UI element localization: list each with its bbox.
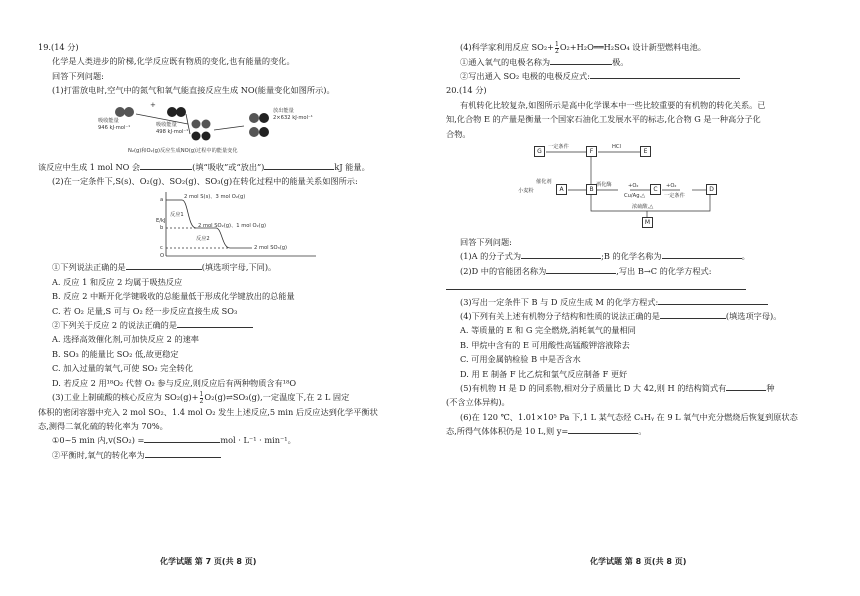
- answer-blank[interactable]: [446, 280, 746, 290]
- fraction-half: $\frac{1}{2}$: [554, 40, 559, 55]
- q19-part3: [38, 390, 423, 405]
- option-D: D. 若反应 2 用¹⁸O₂ 代替 O₂ 参与反应,则反应后有两种物质含有¹⁸O: [52, 377, 297, 388]
- q20-6: (6)在 120 ℃、1.01×10⁵ Pa 下,1 L 某气态烃 CₓHᵧ 在 9 L 氧气中充分燃烧后恢复到原状态: [460, 411, 798, 422]
- question-20-title: 20.(14 分): [446, 85, 487, 96]
- label-conc-sulfuric: 浓硫酸,△: [632, 203, 654, 210]
- figure-1-caption: N₂(g)和O₂(g)反应生成NO(g)过程中的能量变化: [128, 147, 238, 154]
- fraction-half: $\frac{1}{2}$: [199, 390, 204, 405]
- level-b: b: [160, 225, 164, 232]
- q20-1-text-b: ;B 的化学名称为: [601, 251, 662, 262]
- q20-5-text-b: 种: [766, 383, 775, 393]
- node-F: F: [586, 146, 597, 157]
- option-A: A. 反应 1 和反应 2 均属于吸热反应: [52, 276, 183, 287]
- q19-4-1: [446, 55, 831, 69]
- node-G: G: [534, 146, 545, 157]
- answer-blank[interactable]: [126, 260, 202, 270]
- release-value: 2×632 kJ·mol⁻¹: [273, 114, 313, 121]
- q19-2-2: [38, 318, 423, 332]
- node-C: C: [650, 184, 661, 195]
- q19-intro: 化学是人类进步的阶梯,化学反应既有物质的变化,也有能量的变化。: [52, 56, 295, 67]
- q20-4-text-a: (4)下列有关上述有机物分子结构和性质的说法正确的是: [460, 310, 660, 321]
- q19-part1: (1)打雷放电时,空气中的氮气和氧气能直接反应生成 NO(能量变化如图所示)。: [52, 85, 335, 96]
- q19-4-1-suffix: 极。: [612, 56, 629, 67]
- q19-4-text-a: (4)科学家利用反应 SO₂+: [460, 42, 554, 52]
- label-cu-ag: Cu/Ag,△: [624, 192, 646, 199]
- q20-1: [446, 249, 831, 263]
- node-D: D: [706, 184, 717, 195]
- q20-intro-3: 合物。: [446, 128, 471, 139]
- q20-1-text-a: (1)A 的分子式为: [460, 251, 522, 262]
- q19-1-text-c: kJ 能量。: [334, 161, 370, 172]
- option-C: C. 加入过量的氧气,可使 SO₂ 完全转化: [52, 363, 194, 374]
- release-label: 放出能量: [273, 107, 294, 114]
- q20-6-text-c: 。: [638, 426, 647, 437]
- answer-blank[interactable]: [590, 69, 740, 79]
- page-8-footer: 化学试题 第 8 页(共 8 页): [590, 557, 687, 566]
- q19-2-1-text: ①下列说法正确的是: [52, 262, 126, 273]
- q19-3-1-text: ①0~5 min 内,v(SO₂) =: [52, 435, 145, 446]
- absorb-label-2: 吸收能量: [156, 121, 177, 128]
- q19-3-line2: 体积的密闭容器中充入 2 mol SO₂、1.4 mol O₂ 发生上述反应,5 min 后反应达到化学平衡状: [38, 406, 378, 417]
- label-o2-1: +O₂: [628, 182, 639, 189]
- q19-1-text-b: (填“吸收”或“放出”): [192, 161, 265, 172]
- nitrogen-oxygen-energy-figure: [98, 100, 338, 158]
- level-a: a: [160, 197, 164, 204]
- q19-part4: [446, 40, 831, 55]
- q20-2: [446, 264, 831, 278]
- q19-3-line3: 态,测得二氧化硫的转化率为 70%。: [38, 421, 168, 431]
- right-page: [446, 40, 831, 439]
- q20-4: [446, 309, 831, 323]
- node-B: B: [586, 184, 597, 195]
- answer-blank[interactable]: [568, 424, 638, 434]
- q19-3-2: [38, 448, 423, 462]
- q20-answer-prompt: 回答下列问题:: [460, 236, 512, 247]
- organic-conversion-diagram: [518, 143, 748, 231]
- plus-sign: +: [150, 100, 156, 109]
- reaction-2-label: 反应2: [196, 236, 210, 243]
- sulfur-energy-diagram: [156, 190, 326, 258]
- bottom-level-label: 2 mol SO₃(g): [254, 245, 288, 252]
- option-B: B. SO₃ 的能量比 SO₂ 低,故更稳定: [52, 348, 179, 359]
- option-B: B. 甲烷中含有的 E 可用酸性高锰酸钾溶液除去: [460, 339, 630, 350]
- q20-1-text-c: 。: [741, 251, 750, 262]
- q20-3: [446, 295, 831, 309]
- option-A: A. 选择高效催化剂,可加快反应 2 的速率: [52, 334, 199, 345]
- answer-blank[interactable]: [264, 160, 334, 170]
- option-C: C. 若 O₂ 足量,S 可与 O₂ 经一步反应直接生成 SO₃: [52, 305, 238, 316]
- node-A: A: [556, 184, 567, 195]
- label-g-f-condition: 一定条件: [548, 143, 569, 150]
- answer-blank[interactable]: [140, 160, 192, 170]
- level-c: c: [160, 245, 163, 252]
- label-catalyst: 催化剂: [536, 178, 552, 185]
- q20-2-text-a: (2)D 中的官能团名称为: [460, 265, 547, 276]
- answer-blank[interactable]: [550, 55, 612, 65]
- q20-2-equation-line: [446, 278, 831, 294]
- label-hcl: HCl: [612, 143, 621, 150]
- q19-2-1: [38, 260, 423, 274]
- node-M: M: [642, 217, 653, 228]
- q20-intro-2: 知,化合物 E 的产量是衡量一个国家石油化工发展水平的标志,化合物 G 是一种高分子化: [446, 114, 761, 125]
- q19-1-text-a: 该反应中生成 1 mol NO 会: [38, 161, 141, 172]
- q19-3-text-a: (3)工业上制硫酸的核心反应为 SO₂(g)+: [52, 392, 199, 403]
- q19-2-2-text: ②下列关于反应 2 的说法正确的是: [52, 320, 178, 331]
- question-19-title: 19.(14 分): [38, 42, 79, 52]
- answer-blank[interactable]: [658, 295, 768, 305]
- q19-2-1-hint: (填选项字母,下同)。: [201, 262, 277, 273]
- q20-6-text-b: 态,所得气体体积仍是 10 L,则 y=: [446, 426, 569, 437]
- q19-4-text-b: O₂+H₂O══H₂SO₄ 设计新型燃料电池。: [559, 42, 706, 52]
- answer-blank[interactable]: [546, 264, 616, 274]
- label-wheat-flour: 小麦粉: [518, 187, 534, 194]
- q20-6-line2: [446, 424, 831, 438]
- label-zymase: 酒化酶: [596, 181, 612, 188]
- answer-blank[interactable]: [660, 309, 726, 319]
- answer-blank[interactable]: [662, 249, 742, 259]
- q20-4-text-b: (填选项字母)。: [725, 310, 782, 321]
- option-D: D. 用 E 制备 F 比乙烷和氯气反应制备 F 更好: [460, 368, 628, 379]
- origin-label: O: [160, 253, 165, 260]
- q20-5: [446, 381, 831, 395]
- q19-3-1-unit: mol · L⁻¹ · min⁻¹。: [220, 435, 296, 446]
- answer-blank[interactable]: [177, 318, 253, 328]
- label-c-d-condition: 一定条件: [664, 192, 685, 199]
- q19-3-1: [38, 433, 423, 447]
- q20-3-text: (3)写出一定条件下 B 与 D 反应生成 M 的化学方程式:: [460, 296, 659, 307]
- q19-3-text-b: O₂(g)⇌SO₃(g),一定温度下,在 2 L 固定: [204, 392, 350, 403]
- q19-4-1-text: ①通入氧气的电极名称为: [460, 56, 551, 67]
- q19-1-question: [38, 160, 423, 174]
- answer-blank[interactable]: [521, 249, 601, 259]
- node-E: E: [640, 146, 651, 157]
- left-page: [38, 40, 423, 462]
- mid-level-label: 2 mol SO₂(g)、1 mol O₂(g): [198, 223, 267, 230]
- answer-blank[interactable]: [145, 448, 221, 458]
- option-A: A. 等质量的 E 和 G 完全燃烧,消耗氧气的量相同: [460, 325, 636, 336]
- q20-5-text-a: (5)有机物 H 是 D 的同系物,相对分子质量比 D 大 42,则 H 的结构简式有: [460, 383, 727, 393]
- q19-3-2-text: ②平衡时,氧气的转化率为: [52, 449, 145, 460]
- q20-intro-1: 有机转化比较复杂,如图所示是高中化学课本中一些比较重要的有机物的转化关系。已: [460, 99, 766, 110]
- label-o2-2: +O₂: [666, 182, 677, 189]
- reaction-1-label: 反应1: [170, 212, 184, 219]
- q19-part2: (2)在一定条件下,S(s)、O₂(g)、SO₂(g)、SO₃(g)在转化过程中的能量关系如图所示:: [52, 176, 358, 187]
- absorb-value-1: 946 kJ·mol⁻¹: [98, 124, 131, 131]
- top-level-label: 2 mol S(s)、3 mol O₂(g): [184, 194, 246, 201]
- q19-4-2-text: ②写出通入 SO₂ 电极的电极反应式:: [460, 70, 591, 81]
- absorb-value-2: 498 kJ·mol⁻¹: [156, 128, 189, 135]
- q19-answer-prompt: 回答下列问题:: [52, 70, 104, 81]
- answer-blank[interactable]: [726, 381, 766, 391]
- option-C: C. 可用金属钠检验 B 中是否含水: [460, 354, 581, 365]
- page-7-footer: 化学试题 第 7 页(共 8 页): [160, 557, 257, 566]
- option-B: B. 反应 2 中断开化学键吸收的总能量低于形成化学键放出的总能量: [52, 291, 295, 302]
- q20-2-text-b: ,写出 B→C 的化学方程式:: [616, 265, 712, 276]
- q20-5-note: (不含立体异构)。: [446, 397, 510, 408]
- energy-axis-label: E/kJ: [156, 218, 166, 225]
- absorb-label-1: 吸收能量: [98, 117, 119, 124]
- q19-4-2: [446, 69, 831, 83]
- answer-blank[interactable]: [144, 433, 220, 443]
